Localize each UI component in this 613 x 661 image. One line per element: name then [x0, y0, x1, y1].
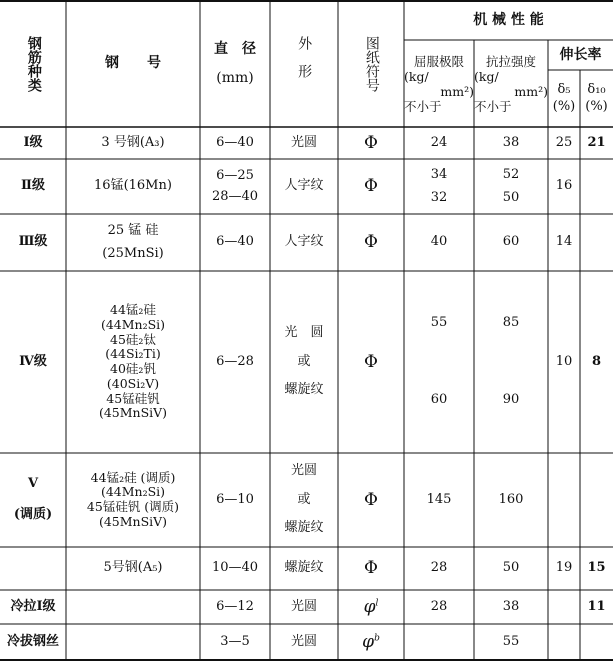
grade-line: 25 锰 硅 [107, 222, 159, 238]
tensile-value: 52 [502, 166, 520, 182]
header-tensile-line: mm²) [514, 83, 548, 99]
category-label: Ⅳ级 [19, 353, 47, 369]
header-tensile-line: 不小于 [474, 98, 512, 114]
yield-value: 40 [430, 234, 448, 250]
shape-line: 人字纹 [284, 234, 324, 250]
cell-d5 [548, 271, 580, 453]
diameter-value: 6—10 [216, 491, 254, 507]
header-d10-symbol: δ₁₀ [587, 81, 606, 97]
category-label: Ⅰ级 [23, 134, 43, 150]
grade-line: 5号钢(A₅) [103, 560, 163, 576]
tensile-value: 38 [502, 598, 520, 614]
rebar-symbol: Φ [364, 132, 378, 153]
cell-yield [404, 214, 474, 271]
header-tensile [474, 40, 548, 127]
header-category [0, 0, 66, 127]
cell-symbol [338, 271, 404, 453]
tensile-value: 60 [502, 234, 520, 250]
shape-line: 螺旋纹 [284, 520, 324, 536]
cell-symbol [338, 159, 404, 214]
cell-d10 [580, 547, 613, 590]
header-tensile-line: 抗拉强度 [485, 53, 536, 69]
cell-d10 [580, 624, 613, 661]
grade-line: 16锰(16Mn) [94, 178, 172, 194]
cell-tensile [474, 453, 548, 547]
category-sub-label: (调质) [13, 507, 53, 522]
header-d10 [580, 70, 613, 127]
grade-line: 3 号钢(A₃) [101, 134, 165, 150]
cell-d5 [548, 590, 580, 624]
rebar-symbol: Φ [364, 558, 378, 579]
cell-yield [404, 547, 474, 590]
diameter-value: 6—40 [216, 134, 254, 150]
header-elongation-text: 伸长率 [559, 46, 602, 63]
header-symbol-text: 图纸符号 [363, 35, 380, 92]
cell-shape [270, 453, 338, 547]
cell-tensile [474, 624, 548, 661]
grade-line: 44锰₂硅 [110, 302, 156, 317]
cell-grade [66, 453, 200, 547]
cell-shape [270, 624, 338, 661]
shape-line: 光圆 [290, 134, 317, 150]
diameter-value: 6—40 [216, 234, 254, 250]
shape-line: 人字纹 [284, 178, 324, 194]
category-label: Ⅴ [27, 476, 39, 492]
cell-diameter [200, 271, 270, 453]
shape-line: 或 [297, 491, 311, 507]
cell-yield [404, 624, 474, 661]
cell-diameter [200, 590, 270, 624]
grade-line: (40Si₂V) [106, 375, 160, 391]
cell-symbol [338, 453, 404, 547]
grade-line: 45锰硅钒 (调质) [86, 499, 180, 514]
shape-line: 光 圆 [284, 324, 324, 340]
grade-line: (25MnSi) [102, 245, 164, 261]
cell-diameter [200, 453, 270, 547]
cell-yield [404, 590, 474, 624]
d5-value: 25 [555, 134, 573, 150]
header-shape [270, 0, 338, 127]
grade-line: 40硅₂钒 [110, 361, 156, 376]
grade-line: 44锰₂硅 (调质) [90, 469, 176, 485]
category-label: Ⅲ级 [18, 234, 48, 250]
yield-value: 55 [430, 315, 448, 331]
diameter-value: 3—5 [220, 634, 250, 650]
cell-grade [66, 271, 200, 453]
cell-d5 [548, 453, 580, 547]
header-mechanical [404, 0, 613, 40]
cell-d5 [548, 547, 580, 590]
yield-value: 32 [430, 189, 448, 205]
cell-diameter [200, 127, 270, 159]
cell-d5 [548, 159, 580, 214]
cell-yield [404, 159, 474, 214]
tensile-value: 38 [502, 134, 520, 150]
d10-value: 8 [591, 353, 602, 369]
cell-shape [270, 271, 338, 453]
header-mechanical-text: 机 械 性 能 [473, 11, 544, 28]
header-yield-line: 不小于 [404, 98, 442, 114]
cell-grade [66, 127, 200, 159]
cell-d10 [580, 214, 613, 271]
yield-value: 60 [430, 392, 448, 407]
cell-symbol [338, 547, 404, 590]
header-grade [66, 0, 200, 127]
cell-symbol [338, 214, 404, 271]
cell-grade [66, 547, 200, 590]
header-shape-text: 外形 [296, 35, 313, 92]
shape-line: 光圆 [290, 634, 317, 650]
tensile-value: 90 [502, 392, 520, 407]
cell-category [0, 624, 66, 661]
header-diameter-unit: (mm) [216, 69, 254, 86]
tensile-value: 85 [502, 315, 520, 331]
d10-value: 15 [587, 560, 606, 576]
header-grade-text: 钢 号 [105, 55, 161, 72]
shape-line: 或 [297, 353, 311, 369]
d5-value: 16 [555, 178, 573, 194]
cell-d10 [580, 590, 613, 624]
tensile-value: 50 [502, 560, 520, 576]
grade-line: 45硅₂钛 [110, 331, 156, 347]
cell-grade [66, 590, 200, 624]
d5-value: 19 [555, 560, 573, 576]
yield-value: 24 [430, 134, 448, 150]
category-label: 冷拔钢丝 [6, 634, 59, 650]
rebar-symbol: $\varphi^l$ [363, 596, 379, 617]
cell-d5 [548, 214, 580, 271]
rebar-symbol-superscript: b [374, 633, 380, 644]
diameter-value: 28—40 [211, 188, 259, 204]
header-symbol [338, 0, 404, 127]
grade-line: (45MnSiV) [98, 513, 168, 529]
cell-category [0, 590, 66, 624]
cell-d10 [580, 453, 613, 547]
shape-line: 光圆 [290, 598, 317, 614]
shape-line: 螺旋纹 [284, 560, 324, 576]
d5-value: 14 [555, 234, 573, 250]
cell-tensile [474, 159, 548, 214]
cell-grade [66, 214, 200, 271]
diameter-value: 6—28 [216, 353, 254, 369]
cell-shape [270, 159, 338, 214]
grade-line: 45锰硅钒 [106, 390, 160, 406]
cell-yield [404, 271, 474, 453]
grade-line: (44Mn₂Si) [100, 484, 166, 500]
grade-line: (45MnSiV) [98, 405, 168, 421]
cell-category [0, 214, 66, 271]
cell-symbol [338, 590, 404, 624]
shape-line: 光圆 [290, 462, 317, 478]
header-yield-line: 屈服极限 [413, 53, 464, 69]
category-label: Ⅱ级 [21, 178, 45, 194]
shape-line: 螺旋纹 [284, 382, 324, 398]
d10-value: 11 [587, 598, 606, 614]
diameter-value: 6—25 [216, 167, 254, 183]
header-d5-symbol: δ₅ [557, 81, 571, 97]
tensile-value: 55 [502, 634, 520, 650]
d5-value: 10 [555, 353, 573, 369]
cell-symbol [338, 127, 404, 159]
cell-category [0, 271, 66, 453]
diameter-value: 6—12 [216, 598, 254, 614]
category-label: 冷拉Ⅰ级 [10, 598, 56, 614]
cell-diameter [200, 214, 270, 271]
cell-category [0, 453, 66, 547]
cell-shape [270, 127, 338, 159]
cell-shape [270, 590, 338, 624]
yield-value: 28 [430, 560, 448, 576]
cell-d10 [580, 271, 613, 453]
cell-d10 [580, 127, 613, 159]
cell-symbol [338, 624, 404, 661]
cell-d10 [580, 159, 613, 214]
cell-grade [66, 159, 200, 214]
rebar-symbol: Φ [364, 232, 378, 253]
yield-value: 145 [426, 491, 452, 507]
rebar-symbol: Φ [364, 351, 378, 372]
cell-yield [404, 127, 474, 159]
cell-category [0, 127, 66, 159]
header-diameter [200, 0, 270, 127]
rebar-symbol: $\varphi^b$ [362, 632, 380, 653]
yield-value: 34 [430, 166, 448, 182]
cell-diameter [200, 159, 270, 214]
cell-tensile [474, 127, 548, 159]
header-category-text: 钢筋种类 [25, 35, 42, 92]
header-d5-unit: (%) [552, 98, 576, 114]
cell-grade [66, 624, 200, 661]
grade-line: (44Mn₂Si) [100, 316, 166, 332]
tensile-value: 50 [502, 189, 520, 205]
cell-diameter [200, 624, 270, 661]
cell-category [0, 159, 66, 214]
cell-d5 [548, 624, 580, 661]
yield-value: 28 [430, 598, 448, 614]
header-d5 [548, 70, 580, 127]
header-tensile-line: (kg/ [474, 68, 499, 84]
cell-d5 [548, 127, 580, 159]
d10-value: 21 [587, 134, 606, 150]
cell-yield [404, 453, 474, 547]
cell-category [0, 547, 66, 590]
header-yield-line: (kg/ [404, 68, 429, 84]
diameter-value: 10—40 [211, 560, 259, 576]
cell-tensile [474, 214, 548, 271]
rebar-symbol: Φ [364, 489, 378, 510]
header-yield-line: mm²) [440, 83, 474, 99]
cell-shape [270, 214, 338, 271]
cell-tensile [474, 271, 548, 453]
rebar-symbol-superscript: l [375, 598, 379, 609]
header-diameter-text: 直 径 [214, 41, 256, 58]
cell-diameter [200, 547, 270, 590]
cell-shape [270, 547, 338, 590]
cell-tensile [474, 590, 548, 624]
tensile-value: 160 [498, 491, 524, 507]
header-elongation [548, 40, 613, 70]
rebar-symbol: Φ [364, 176, 378, 197]
header-yield [404, 40, 474, 127]
cell-tensile [474, 547, 548, 590]
grade-line: (44Si₂Ti) [105, 346, 161, 362]
header-d10-unit: (%) [585, 98, 608, 114]
